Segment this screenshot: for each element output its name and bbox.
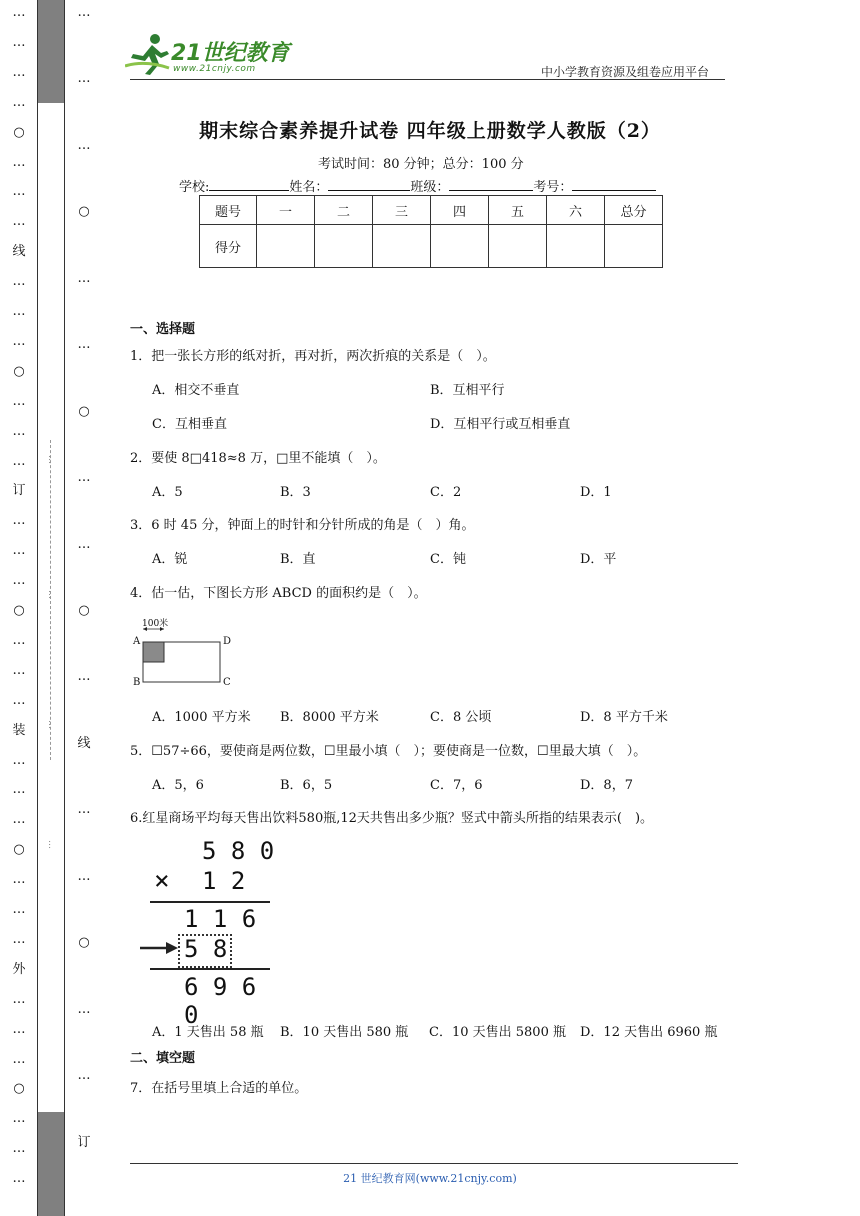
margin-dots: … [12, 1141, 26, 1156]
question-2: 2．要使 8□418≈8 万，□里不能填（ ）。 [130, 451, 386, 466]
margin-dots: … [77, 869, 91, 884]
score-header-cell: 五 [489, 196, 547, 225]
q2-option-d[interactable]: D．1 [580, 485, 612, 500]
platform-name: 中小学教育资源及组卷应用平台 [541, 65, 710, 79]
score-row-label: 得分 [200, 225, 257, 268]
margin-mid-text: … [46, 720, 56, 729]
margin-dots: … [12, 513, 26, 528]
logo-url: www.21cnjy.com [173, 64, 256, 74]
margin-divider-line [64, 0, 65, 1216]
header-rule [130, 79, 725, 80]
score-cell[interactable] [373, 225, 431, 268]
q4-option-a[interactable]: A．1000 平方米 [152, 710, 251, 725]
score-header-cell: 六 [547, 196, 605, 225]
q2-option-b[interactable]: B．3 [280, 485, 311, 500]
margin-dots: … [12, 334, 26, 349]
q2-option-a[interactable]: A．5 [152, 485, 183, 500]
margin-dots: … [12, 394, 26, 409]
margin-dots: … [12, 992, 26, 1007]
question-3: 3．6 时 45 分，钟面上的时针和分针所成的角是（ ）角。 [130, 518, 475, 533]
score-header-cell: 二 [315, 196, 373, 225]
margin-dots: … [12, 454, 26, 469]
margin-label: 订 [77, 1135, 91, 1150]
q5-option-b[interactable]: B．6，5 [280, 778, 333, 793]
margin-dots: … [12, 932, 26, 947]
q6-option-a[interactable]: A．1 天售出 58 瓶 [152, 1025, 264, 1040]
calc-partial-2: 5 8 [184, 935, 228, 963]
margin-label: 外 [12, 962, 26, 977]
margin-dots: … [12, 5, 26, 20]
margin-dots: … [77, 271, 91, 286]
margin-dots: … [77, 1002, 91, 1017]
margin-dots: … [77, 337, 91, 352]
margin-divider-line [37, 0, 38, 1216]
exam-meta: 考试时间：80 分钟；总分：100 分 [318, 157, 524, 172]
margin-dots: … [12, 35, 26, 50]
margin-dots: … [12, 753, 26, 768]
margin-dots: … [12, 274, 26, 289]
q4-option-d[interactable]: D．8 平方千米 [580, 710, 668, 725]
footer-rule [130, 1163, 738, 1164]
question-5: 5．☐57÷66，要使商是两位数，☐里最小填（ ）；要使商是一位数，☐里最大填（ ）。 [130, 744, 647, 759]
class-field[interactable] [449, 177, 533, 191]
margin-label: 订 [12, 483, 26, 498]
arrow-right-icon [140, 941, 178, 955]
score-cell[interactable] [315, 225, 373, 268]
margin-dots: … [12, 1022, 26, 1037]
q6-option-b[interactable]: B．10 天售出 580 瓶 [280, 1025, 409, 1040]
q4-option-c[interactable]: C．8 公顷 [430, 710, 492, 725]
vertex-d: D [223, 636, 232, 647]
score-table-score-row [200, 225, 663, 268]
margin-circle-icon: ○ [13, 125, 25, 140]
margin-dots: … [77, 138, 91, 153]
margin-dots: … [12, 872, 26, 887]
vertical-multiplication [138, 835, 278, 1029]
rectangle-abcd-figure [130, 614, 240, 690]
margin-dots: … [77, 537, 91, 552]
q1-option-d[interactable]: D．互相平行或互相垂直 [430, 417, 571, 432]
runner-logo-icon [125, 32, 171, 76]
margin-label: 线 [12, 244, 26, 259]
student-info-line [179, 176, 656, 195]
score-table-header-row [200, 196, 663, 225]
calc-rule [150, 968, 270, 970]
calc-partial-1: 1 1 6 [184, 905, 257, 933]
margin-circle-icon: ○ [13, 1081, 25, 1096]
margin-circle-icon: ○ [78, 404, 90, 419]
section-2-title: 二、填空题 [130, 1051, 196, 1066]
margin-circle-icon: ○ [13, 603, 25, 618]
margin-dots: … [77, 1068, 91, 1083]
calc-rule [150, 901, 270, 903]
margin-dots: … [12, 1052, 26, 1067]
margin-circle-icon: ○ [13, 842, 25, 857]
vertex-c: C [223, 677, 231, 688]
score-header-cell: 三 [373, 196, 431, 225]
margin-dots: … [12, 573, 26, 588]
margin-circle-icon: ○ [78, 204, 90, 219]
q3-option-c[interactable]: C．钝 [430, 552, 466, 567]
question-1: 1．把一张长方形的纸对折，再对折，两次折痕的关系是（ ）。 [130, 349, 496, 364]
margin-mid-text: … [46, 840, 56, 849]
id-field[interactable] [572, 177, 656, 191]
q3-option-a[interactable]: A．锐 [152, 552, 188, 567]
section-1-title: 一、选择题 [130, 322, 196, 337]
q5-option-d[interactable]: D．8，7 [580, 778, 633, 793]
margin-label: 线 [77, 736, 91, 751]
margin-gray-strip-bottom [38, 1112, 64, 1216]
margin-dots: … [12, 633, 26, 648]
q3-option-b[interactable]: B．直 [280, 552, 316, 567]
question-4: 4．估一估，下图长方形 ABCD 的面积约是（ ）。 [130, 586, 427, 601]
q6-option-d[interactable]: D．12 天售出 6960 瓶 [580, 1025, 718, 1040]
margin-dots: … [12, 812, 26, 827]
logo-name: 21世纪教育 [171, 41, 290, 66]
margin-dots: … [12, 155, 26, 170]
score-header-cell: 一 [257, 196, 315, 225]
calc-multiplicand: 5 8 0 [202, 837, 275, 865]
vertex-a: A [133, 636, 141, 647]
binding-margin-inner [71, 0, 97, 1216]
margin-circle-icon: ○ [13, 364, 25, 379]
margin-dots: … [12, 304, 26, 319]
score-header-cell: 题号 [200, 196, 257, 225]
q5-option-c[interactable]: C．7，6 [430, 778, 483, 793]
school-field[interactable] [209, 177, 289, 191]
margin-dots: … [12, 902, 26, 917]
question-6: 6.红星商场平均每天售出饮料580瓶,12天共售出多少瓶？竖式中箭头所指的结果表示( )。 [130, 811, 654, 826]
score-header-cell: 总分 [605, 196, 663, 225]
margin-circle-icon: ○ [78, 603, 90, 618]
margin-dots: … [77, 802, 91, 817]
margin-dots: … [77, 71, 91, 86]
score-cell[interactable] [605, 225, 663, 268]
site-logo[interactable] [125, 30, 295, 80]
q1-option-c[interactable]: C．互相垂直 [152, 417, 227, 432]
margin-gray-strip-top [38, 0, 64, 103]
score-table [199, 195, 663, 268]
calc-result: 6 9 6 0 [184, 973, 257, 1029]
score-cell[interactable] [547, 225, 605, 268]
margin-dots: … [12, 1171, 26, 1186]
q4-option-b[interactable]: B．8000 平方米 [280, 710, 379, 725]
calc-multiplier: 1 2 [202, 867, 246, 895]
margin-dots: … [12, 95, 26, 110]
q6-option-c[interactable]: C．10 天售出 5800 瓶 [429, 1025, 566, 1040]
margin-dots: … [12, 1111, 26, 1126]
margin-dots: … [77, 669, 91, 684]
margin-dots: … [12, 65, 26, 80]
id-label: 考号： [533, 180, 573, 195]
margin-dots: … [12, 543, 26, 558]
margin-dots: … [77, 470, 91, 485]
vertex-b: B [133, 677, 141, 688]
class-label: 班级： [410, 180, 450, 195]
score-cell[interactable] [431, 225, 489, 268]
margin-dots: … [77, 5, 91, 20]
q5-option-a[interactable]: A．5，6 [152, 778, 204, 793]
margin-dots: … [12, 782, 26, 797]
margin-dots: … [12, 424, 26, 439]
score-header-cell: 四 [431, 196, 489, 225]
margin-dots: … [12, 663, 26, 678]
margin-dots: … [12, 214, 26, 229]
margin-circle-icon: ○ [78, 935, 90, 950]
name-field[interactable] [328, 177, 410, 191]
calc-times-sign: × [154, 866, 170, 896]
margin-dots: … [12, 693, 26, 708]
margin-mid-text: … [46, 455, 56, 464]
scale-label: 100米 [142, 619, 169, 629]
margin-dots: … [12, 184, 26, 199]
exam-title: 期末综合素养提升试卷 四年级上册数学人教版（2） [199, 120, 661, 142]
q3-option-d[interactable]: D．平 [580, 552, 617, 567]
score-cell[interactable] [257, 225, 315, 268]
q1-option-a[interactable]: A．相交不垂直 [152, 383, 240, 398]
q2-option-c[interactable]: C．2 [430, 485, 462, 500]
name-label: 姓名： [289, 180, 329, 195]
school-label: 学校: [179, 180, 210, 195]
margin-mid-text: … [46, 590, 56, 599]
margin-label: 装 [12, 723, 26, 738]
binding-margin-outer [6, 0, 32, 1216]
footer-text: 21 世纪教育网(www.21cnjy.com) [343, 1172, 517, 1185]
q1-option-b[interactable]: B．互相平行 [430, 383, 505, 398]
question-7: 7．在括号里填上合适的单位。 [130, 1081, 308, 1096]
margin-dashed-line [50, 440, 52, 760]
score-cell[interactable] [489, 225, 547, 268]
